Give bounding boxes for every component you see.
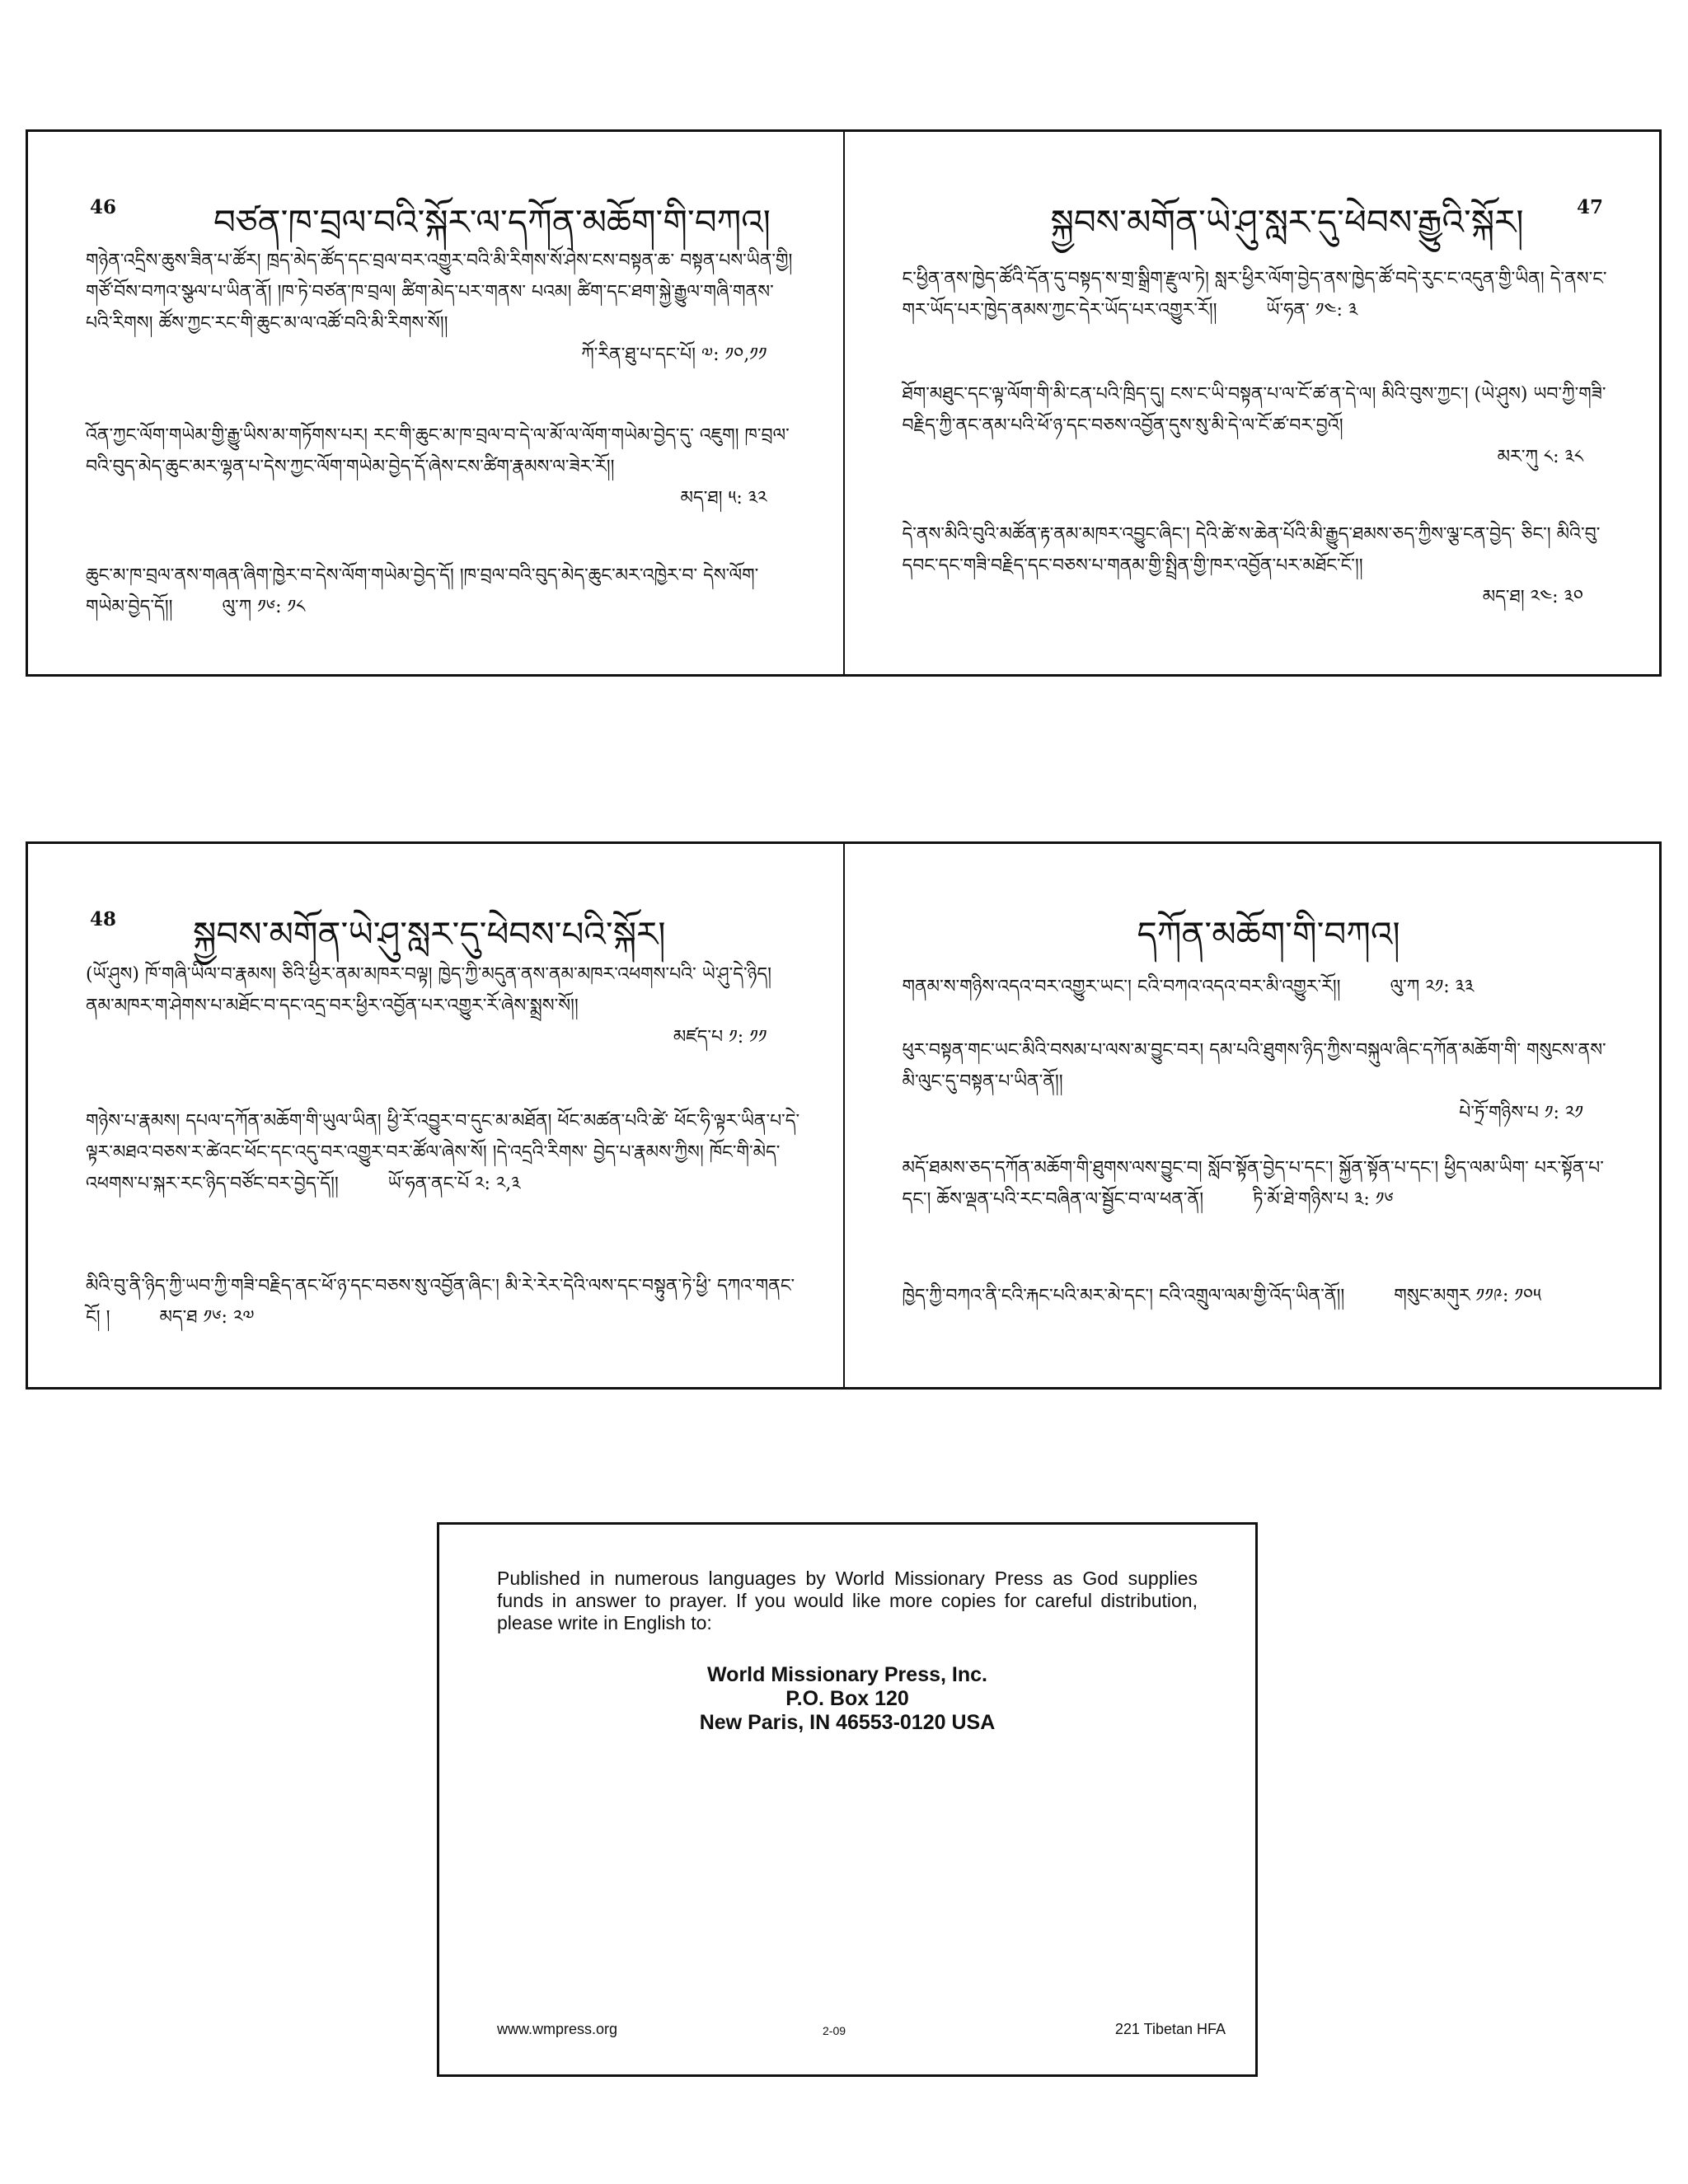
- passage-reference: ཏི་མོ་ཐེ་གཉིས་པ ༣: ༡༦: [1253, 1189, 1394, 1210]
- page-47: [845, 132, 1660, 674]
- page-title: དཀོན་མཆོག་གི་བཀའ།: [1137, 914, 1400, 954]
- passage-reference: ལུ་ཀ ༢༡: ༣༣: [1390, 977, 1475, 997]
- print-code: 2-09: [823, 2024, 846, 2037]
- scripture-passage: [86, 560, 800, 623]
- website-link[interactable]: www.wmpress.org: [497, 2021, 618, 2037]
- scripture-passage: [86, 246, 800, 371]
- passage-text: ཕུར་བསྟན་གང་ཡང་མིའི་བསམ་པ་ལས་མ་བྱུང་བར། དམ་པའི་ཐུགས་ཉིད་ཀྱིས་བསྐུལ་ཞིང་དཀོན་མཆོག་གི་ གསུངས་ནས་མི་ལུང་དུ་བསྟན་པ་ཡིན་ནོ།།: [902, 1040, 1606, 1092]
- scripture-passage: [903, 1281, 1617, 1312]
- passage-reference: ཀོ་རིན་ཐུ་པ་དང་པོ། ༧: ༡༠,༡༡: [581, 344, 767, 365]
- page-48: [28, 844, 845, 1387]
- booklet-spread-pages-48-back: [26, 841, 1662, 1390]
- passage-reference: ཡོ་ཧན་ ༡༤: ༣: [1266, 300, 1358, 321]
- page-number: 47: [1576, 196, 1603, 218]
- scripture-passage: [86, 959, 800, 1053]
- passage-reference: མཛད་པ ༡: ༡༡: [673, 1027, 767, 1047]
- page-number: 46: [90, 196, 117, 218]
- scripture-passage: [903, 972, 1617, 1003]
- publisher-message: Published in numerous languages by World Missionary Press as God supplies funds in answer to prayer. If you would like more copies for careful distribution, please write in English to:: [497, 1568, 1198, 1633]
- passage-text: འོན་ཀྱང་ལོག་གཡེམ་གྱི་རྒྱུ་ཡིས་མ་གཏོགས་པར། རང་གི་ཆུང་མ་ཁ་བྲལ་བ་དེ་ལ་མོ་ལ་ལོག་གཡེམ་བྱེད་དུ་ འཇུག། ཁ་བྲལ་བའི་བུད་མེད་ཆུང་མར་ལྷན་པ་དེས་ཀྱང་ལོག་གཡེམ་བྱེད་དོ་ཞེས་ངས་ཚིག་རྣམས་ལ་ཟེར་རོ།།: [86, 425, 790, 477]
- passage-reference: ཡོ་ཧན་ནང་པོ ༢: ༢,༣: [387, 1174, 521, 1194]
- scripture-passage: [903, 264, 1617, 326]
- page-title: སྐྱབས་མགོན་ཡེ་ཤུ་སླར་དུ་ཕེབས་པའི་སྐོར།: [193, 914, 666, 954]
- passage-reference: གསུང་མགུར ༡༡༩: ༡༠༥: [1394, 1286, 1541, 1306]
- passage-text: མིའི་བུ་ནི་ཉིད་ཀྱི་ཡབ་ཀྱི་གཟི་བརྗིད་ནང་ཕོ་ཉ་དང་བཅས་སུ་འབྱོན་ཞིང་། མི་རེ་རེར་དེའི་ལས་དང་བསྟུན་ཏེ་ཕྱི་ དཀའ་གནང་ངོ། ། མད་ཐ ༡༦: ༢༧: [86, 1276, 795, 1328]
- passage-text: དེ་ནས་མིའི་བུའི་མཚོན་རྟ་ནམ་མཁར་འབྱུང་ཞིང་། དེའི་ཚེ་ས་ཆེན་པོའི་མི་རྒྱུད་ཐམས་ཅད་ཀྱིས་ལྕ་ངན་བྱེད་ ཅིང་། མིའི་བུ་དབང་དང་གཟི་བརྗིད་དང་བཅས་པ་གནམ་གྱི་སྤྲིན་གྱི་ཁར་འབྱོན་པར་མཐོང་ངོ་།།: [902, 524, 1601, 576]
- edition-label: 221 Tibetan HFA: [1114, 2021, 1226, 2037]
- scripture-passage: [903, 519, 1617, 613]
- passage-text: (ཡོ་ཤུས) ཁོ་གཞི་ཡིལ་བ་རྣམས། ཅིའི་ཕྱིར་ནམ་མཁར་བལྟ། ཁྱེད་ཀྱི་མདུན་ནས་ནམ་མཁར་འཕགས་པའི་ ཡེ་ཤུ་དེ་ཉིད། ནམ་མཁར་ག་ཤེགས་པ་མཐོང་བ་དང་འདྲ་བར་ཕྱིར་འབྱོན་པར་འགྱུར་རོ་ཞེས་སྨྲས་སོ།།: [86, 964, 772, 1016]
- page-title: སྐྱབས་མགོན་ཡེ་ཤུ་སླར་དུ་ཕེབས་རྒྱུའི་སྐོར།: [1050, 202, 1524, 242]
- publisher-imprint-box: [437, 1522, 1258, 2077]
- scripture-passage: [903, 379, 1617, 473]
- passage-text: ཁྱེད་ཀྱི་བཀའ་ནི་ངའི་རྐང་པའི་མར་མེ་དང་། ངའི་འགྲུལ་ལམ་གྱི་འོད་ཡིན་ནོ།། གསུང་མགུར ༡༡༩: ༡༠༥: [902, 1286, 1541, 1306]
- back-cover-page: [845, 844, 1660, 1387]
- scripture-passage: [903, 1153, 1617, 1216]
- passage-text: ང་ཕྱིན་ནས་ཁྱེད་ཚོའི་དོན་དུ་བསྟད་ས་གྲ་སྒྲིག་རྫུལ་ཏེ། སླར་ཕྱིར་ལོག་བྱེད་ནས་ཁྱེད་ཚོ་བདེ་རུང་ང་འདུན་གྱི་ཡིན། དེ་ནས་ང་གར་ཡོད་པར་ཁྱེད་ནམས་ཀྱང་དེར་ཡོད་པར་འགྱུར་རོ།། ཡོ་ཧན་ ༡༤: ༣: [902, 269, 1607, 321]
- scripture-passage: [86, 1106, 800, 1200]
- publisher-address: [439, 1663, 1255, 1735]
- passage-reference: མར་ཀུ ༨: ༣༨: [1497, 447, 1583, 467]
- booklet-spread-pages-46-47: [26, 129, 1662, 677]
- passage-text: གཉེས་པ་རྣམས། དཔལ་དཀོན་མཆོག་གི་ཡུལ་ཡིན། ཕྱི་རོ་འབྱུར་བ་དུང་མ་མཐོན། ཕོང་མཚན་པའི་ཚེ་ ཕོང་ཧི་ལྟར་ཡིན་པ་དེ་ལྟར་མཐའ་བཅས་ར་ཚེའང་ཕོང་དང་འདུ་བར་འགྱུར་བར་ཚོལ་ཞེས་སོ། །དེ་འདྲའི་རིགས་ བྱེད་པ་རྣམས་ཀྱིས། ཁོང་གི་མེད་འཕགས་པ་སྐར་རང་ཉིད་བཙོང་བར་བྱེད་དོ།། ཡོ་ཧན་ནང་པོ ༢: ༢,༣: [86, 1111, 800, 1194]
- passage-reference: ལུ་ཀ ༡༦: ༡༨: [222, 597, 306, 617]
- address-line-box: P.O. Box 120: [785, 1687, 909, 1710]
- passage-reference: མད་ཐ། ༢༤: ༣༠: [1482, 587, 1583, 607]
- address-line-name: World Missionary Press, Inc.: [707, 1663, 987, 1686]
- page-46: [28, 132, 845, 674]
- passage-text: གནམ་ས་གཉིས་འདའ་བར་འགྱུར་ཡང་། ངའི་བཀའ་འདའ་བར་མི་འགྱུར་རོ།། ལུ་ཀ ༢༡: ༣༣: [902, 977, 1475, 997]
- passage-text: ཐོག་མཐུང་དང་ལྟ་ལོག་གི་མི་ངན་པའི་ཁྲིད་དུ། ངས་ང་ཡི་བསྟན་པ་ལ་ངོ་ཚ་ན་དེ་ལ། མིའི་བུས་ཀྱང་། (ཡེ་ཤུས) ཡབ་ཀྱི་གཟི་བརྗིད་ཀྱི་ནང་ནམ་པའི་ཕོ་ཉ་དང་བཅས་འབྱོན་དུས་སུ་མི་དེ་ལ་ངོ་ཚ་བར་བྱའོ།: [902, 384, 1606, 436]
- passage-text: ཆུང་མ་ཁ་བྲལ་ནས་གཞན་ཞིག་ཁྱེར་བ་དེས་ལོག་གཡེམ་བྱེད་དོ། །ཁ་བྲལ་བའི་བུད་མེད་ཆུང་མར་འཁྱེར་བ་ དེས་ལོག་གཡེམ་བྱེད་དོ།། ལུ་ཀ ༡༦: ༡༨: [86, 565, 759, 617]
- scripture-passage: [86, 1271, 800, 1333]
- scripture-passage: [903, 1035, 1617, 1129]
- page-number: 48: [90, 908, 117, 930]
- passage-text: གཉེན་འདྲིས་ཆུས་ཟིན་པ་ཚོར། ཁྲད་མེད་ཚོད་དང་བྲལ་བར་འགྱུར་བའི་མི་རིགས་སོ་ཤེས་ངས་བསྟན་ཆ་ བསྟན་པས་ཡིན་གྱི། གཙོ་བོས་བཀའ་སྩལ་པ་ཡིན་ནོ། །ཁ་ཏེ་བཙན་ཁ་བྲལ། ཚིག་མེད་པར་གནས་ པའམ། ཚིག་དང་ཐག་སྐྱེ་རྒྱུལ་གཞི་གནས་པའི་རིགས། ཚོས་ཀྱང་རང་གི་ཆུང་མ་ལ་འཚོ་བའི་མི་རིགས་སོ།།: [86, 251, 793, 334]
- passage-reference: མད་ཐ ༡༦: ༢༧: [159, 1307, 255, 1328]
- passage-reference: མད་ཐ། ༥: ༣༢: [680, 488, 767, 509]
- address-line-city: New Paris, IN 46553-0120 USA: [699, 1711, 996, 1734]
- page-title: བཙན་ཁ་བྲལ་བའི་སྐོར་ལ་དཀོན་མཆོག་གི་བཀའ།: [213, 202, 771, 242]
- scripture-passage: [86, 420, 800, 514]
- passage-text: མདོ་ཐམས་ཅད་དཀོན་མཆོག་གི་ཐུགས་ལས་བྱུང་བ། སློབ་སྟོན་བྱེད་པ་དང་། སྐྱོན་སྟོན་པ་དང་། ཕྱིད་ལམ་ཡིག་ པར་སྟོན་པ་དང་། ཆོས་ལྡན་པའི་རང་བཞིན་ལ་སྦྱོང་བ་ལ་ཕན་ནོ། ཏི་མོ་ཐེ་གཉིས་པ ༣: ༡༦: [902, 1158, 1604, 1210]
- passage-reference: པེ་ཏྲོ་གཉིས་པ ༡: ༢༡: [1459, 1103, 1583, 1123]
